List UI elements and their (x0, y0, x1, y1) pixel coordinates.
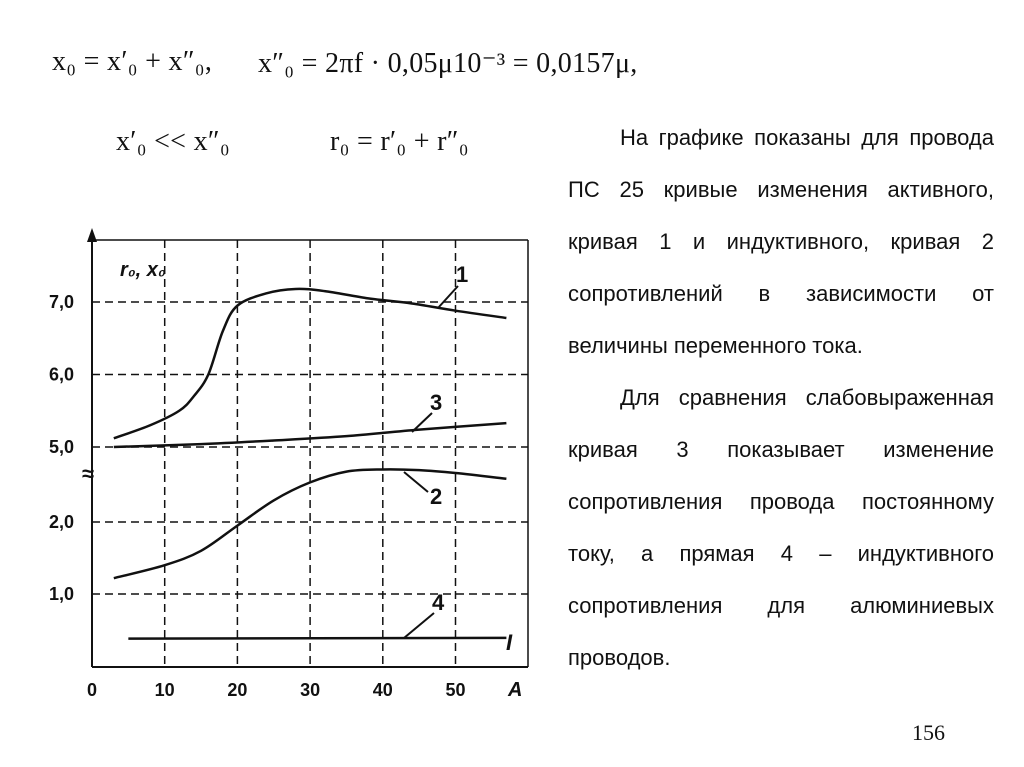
x-tick-label: 10 (154, 680, 175, 700)
paragraph-1: На графике показаны для провода ПС 25 кривые изменения активного, кривая 1 и индуктивного, кривая 2 сопротивлений в зависимости от величины переменного тока. (568, 125, 994, 358)
resistance-chart (0, 220, 540, 710)
y-tick-label: 1,0 (48, 584, 74, 604)
formula-reactance-inequality: x′₀ << x″₀ (116, 126, 230, 157)
x-tick-label: 30 (300, 680, 321, 700)
y-tick-label: 2,0 (48, 512, 74, 532)
series-label-2: 2 (430, 484, 443, 509)
y-axis-label: r₀, x₀ (120, 259, 166, 281)
formula-reactance-sum: x₀ = x′₀ + x″₀, (52, 46, 213, 77)
formula-resistance-sum: r₀ = r′₀ + r″₀ (330, 126, 469, 157)
y-tick-label: 5,0 (48, 437, 74, 457)
chart-grid (92, 240, 528, 667)
x-tick-label: 0 (86, 680, 98, 700)
chart-labels (82, 259, 522, 701)
x-variable-label: I (506, 630, 513, 655)
x-tick-label: 20 (227, 680, 248, 700)
series-curve-2 (114, 469, 507, 578)
x-axis-unit: A (508, 679, 523, 701)
series-curve-4 (128, 638, 506, 639)
series-leader-2 (404, 472, 428, 492)
series-label-3: 3 (430, 390, 443, 415)
series-label-1: 1 (456, 262, 469, 287)
y-tick-label: 7,0 (48, 292, 74, 312)
description-text (568, 112, 994, 684)
page-number: 156 (912, 720, 945, 745)
series-label-4: 4 (432, 590, 445, 615)
paragraph-2: Для сравнения слабовыраженная кривая 3 показывает изменение сопротивления провода постоянному току, а прямая 4 – индуктивного сопротивления для алюминиевых проводов. (568, 385, 994, 670)
x-tick-label: 40 (372, 680, 393, 700)
y-tick-label: 6,0 (48, 364, 74, 385)
series-leader-4 (404, 613, 434, 638)
x-tick-label: 50 (445, 680, 466, 700)
axis-break-symbol: ≈ (82, 461, 95, 486)
formula-internal-reactance: x″₀ = 2πf · 0,05μ10⁻³ = 0,0157μ, (258, 48, 638, 79)
